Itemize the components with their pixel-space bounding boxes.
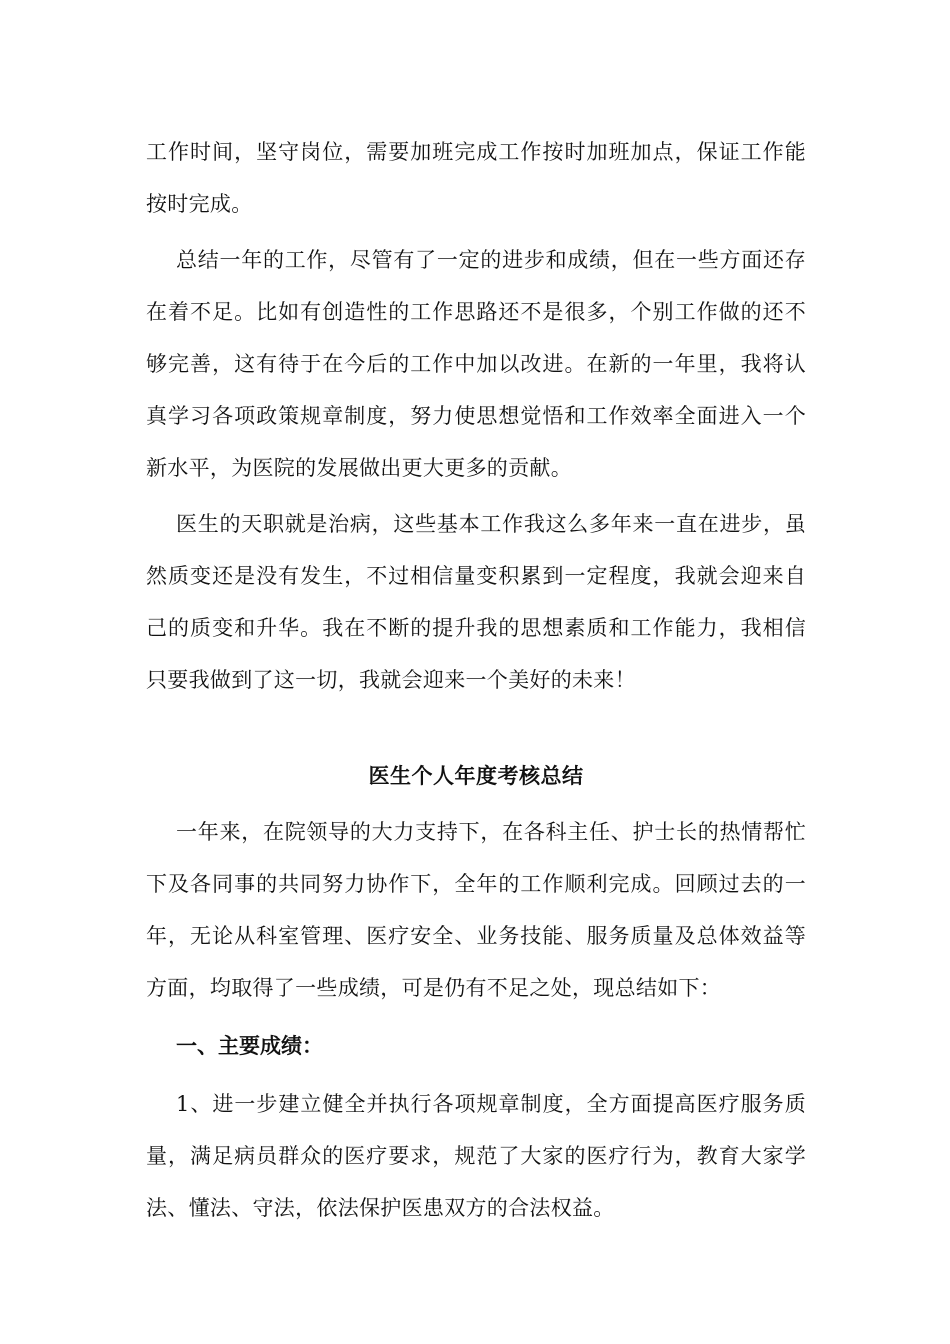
paragraph-intro: 一年来，在院领导的大力支持下，在各科主任、护士长的热情帮忙下及各同事的共同努力协作下，全年的工作顺利完成。回顾过去的一年，无论从科室管理、医疗安全、业务技能、服务质量及总体效益等方面，均取得了一些成绩，可是仍有不足之处，现总结如下： <box>146 820 806 1000</box>
section-heading-main-achievements: 一、主要成绩： <box>176 1033 323 1058</box>
document-title: 医生个人年度考核总结 <box>368 763 584 788</box>
document-page <box>146 126 806 1234</box>
paragraph-year-summary: 总结一年的工作，尽管有了一定的进步和成绩，但在一些方面还存在着不足。比如有创造性的工作思路还不是很多，个别工作做的还不够完善，这有待于在今后的工作中加以改进。在新的一年里，我将认真学习各项政策规章制度，努力使思想觉悟和工作效率全面进入一个新水平，为医院的发展做出更大更多的贡献。 <box>146 248 806 480</box>
paragraph-continuation: 工作时间，坚守岗位，需要加班完成工作按时加班加点，保证工作能按时完成。 <box>146 140 806 216</box>
paragraph-item-1: 1、进一步建立健全并执行各项规章制度，全方面提高医疗服务质量，满足病员群众的医疗要求，规范了大家的医疗行为，教育大家学法、懂法、守法，依法保护医患双方的合法权益。 <box>146 1092 806 1220</box>
paragraph-doctor-duty: 医生的天职就是治病，这些基本工作我这么多年来一直在进步，虽然质变还是没有发生，不过相信量变积累到一定程度，我就会迎来自己的质变和升华。我在不断的提升我的思想素质和工作能力，我相信只要我做到了这一切，我就会迎来一个美好的未来！ <box>146 512 806 692</box>
